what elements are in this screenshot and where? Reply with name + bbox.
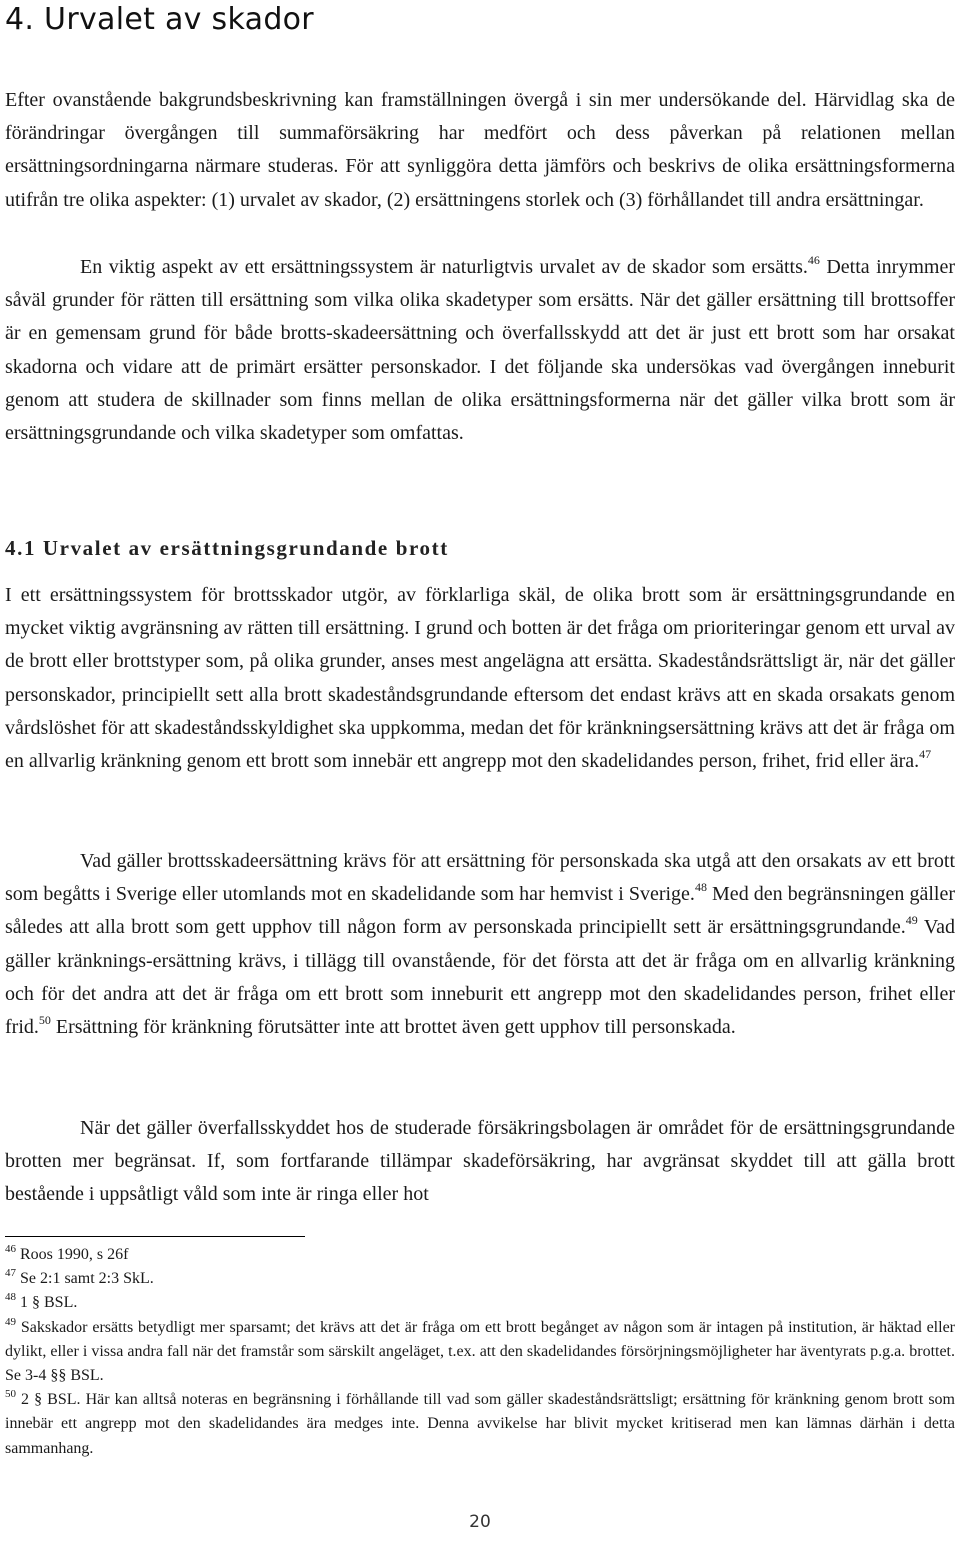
- footnote-text: 2 § BSL. Här kan alltså noteras en begränsning i förhållande till vad som gäller skadeståndsrättsligt; ersättning för kränkning genom brott som innebär ett angrepp mot den skadelidandes ära medges inte. Denna avvikelse har blivit mycket kritiserad men kan lämnas därhän i detta sammanhang.: [5, 1391, 955, 1457]
- paragraph-text: Vad gäller brottsskadeersättning krävs för att ersättning för personskada ska utgå att den orsakats av ett brott som begåtts i Sverige eller utomlands mot en skadelidande som har hemvist i Sverige.: [5, 850, 955, 906]
- footnote-number: 49: [5, 1315, 16, 1328]
- section-heading: 4.1 Urvalet av ersättningsgrundande brott: [5, 536, 449, 560]
- paragraph-text: Med den begränsningen gäller således att alla brott som gett upphov till någon form av personskada principiellt sett är ersättningsgrundande.: [5, 883, 955, 939]
- paragraph: Efter ovanstående bakgrundsbeskrivning kan framställningen övergå i sin mer undersökande del. Härvidlag ska de förändringar övergången till summaförsäkring har medfört och dess påverkan på relationen mellan ersättningsordningarna närmare studeras. För att synliggöra detta jämförs och beskrivs de olika ersättningsformerna utifrån tre olika aspekter: (1) urvalet av skador, (2) ersättningens storlek och (3) förhållandet till andra ersättningar.: [5, 89, 955, 211]
- footnotes: [5, 1243, 955, 1461]
- footnote: [5, 1267, 955, 1291]
- footnote-number: 46: [5, 1243, 16, 1255]
- paragraph-text: Ersättning för kränkning förutsätter inte att brottet även gett upphov till personskada.: [50, 1016, 736, 1039]
- footnote: [5, 1388, 955, 1461]
- paragraph-text: I ett ersättningssystem för brottsskador utgör, av förklarliga skäl, de olika brott som är ersättningsgrundande en mycket viktig avgränsning av rätten till ersättning. I grund och botten är det fråga om prioriteringar genom ett urval av de brott eller brottstyper som, på olika grunder, anses mest angelägna att ersätta. Skadeståndsrättsligt är, när det gäller personskador, principiellt sett alla brott skadeståndsgrundande eftersom det endast krävs att en skada orsakats genom vårdslöshet för att skadeståndsskyldighet ska uppkomma, medan det för kränkningsersättning krävs att det är fråga om en allvarlig kränkning genom ett brott som innebär ett angrepp mot den skadelidandes person, frihet, frid eller ära.: [5, 584, 955, 773]
- paragraph: [5, 845, 955, 1044]
- footnote-text: 1 § BSL.: [16, 1294, 78, 1312]
- paragraph: [5, 251, 955, 450]
- footnote-separator: [5, 1236, 305, 1237]
- footnote-number: 47: [5, 1267, 16, 1280]
- footnote-text: Se 2:1 samt 2:3 SkL.: [16, 1270, 154, 1288]
- paragraph-text: Detta inrymmer såväl grunder för rätten till ersättning som vilka olika skadetyper som ersätts. När det gäller ersättning till brottsoffer är en gemensam grund för både brotts-skadeersättning och överfallsskydd att det är just ett brott som har orsakat skadorna och vidare att de primärt ersätter personskador. I det följande ska undersökas vad övergången inneburit genom att studera de skillnader som finns mellan de olika ersättningsformerna när det gäller vilka brott som är ersättningsgrundande och vilka skadetyper som omfattas.: [5, 256, 955, 445]
- paragraph-text: En viktig aspekt av ett ersättningssystem är naturligtvis urvalet av de skador som ersätts.: [80, 256, 808, 278]
- paragraph: När det gäller överfallsskyddet hos de studerade försäkringsbolagen är området för de ersättningsgrundande brotten mer begränsat. If, som fortfarande tillämpar skadeförsäkring, har avgränsat skyddet till att gälla brott bestående i uppsåtligt våld som inte är ringa eller hot: [5, 1117, 955, 1206]
- page-number: 20: [469, 1512, 491, 1532]
- chapter-heading: 4. Urvalet av skador: [5, 2, 314, 37]
- footnote-number: 50: [5, 1388, 16, 1401]
- footnote-ref[interactable]: 48: [694, 880, 707, 895]
- footnote-ref[interactable]: 46: [807, 253, 820, 267]
- footnote-ref[interactable]: 47: [919, 747, 932, 762]
- footnote: [5, 1243, 955, 1267]
- footnote-ref[interactable]: 50: [38, 1013, 51, 1028]
- footnote-text: Sakskador ersätts betydligt mer sparsamt; det krävs att det är fråga om ett brott begånget av någon som är intagen på institution, är häktad eller dylikt, eller i vissa andra fall när det framstår som särskilt angeläget, t.ex. att den skadelidandes försörjningsmöjligheter har äventyrats p.g.a. brottet. Se 3-4 §§ BSL.: [5, 1318, 955, 1385]
- paragraph: [5, 579, 955, 778]
- footnote: [5, 1316, 955, 1389]
- footnote-text: Roos 1990, s 26f: [16, 1246, 129, 1263]
- footnote: [5, 1291, 955, 1315]
- footnote-ref[interactable]: 49: [905, 913, 918, 928]
- footnote-number: 48: [5, 1291, 16, 1304]
- paragraph-text: Vad gäller kränknings-ersättning krävs, i tillägg till ovanstående, för det första att det är fråga om en allvarlig kränkning och för det andra att det är fråga om ett brott som inneburit ett angrepp mot den skadelidandes person, frihet eller frid.: [5, 916, 955, 1039]
